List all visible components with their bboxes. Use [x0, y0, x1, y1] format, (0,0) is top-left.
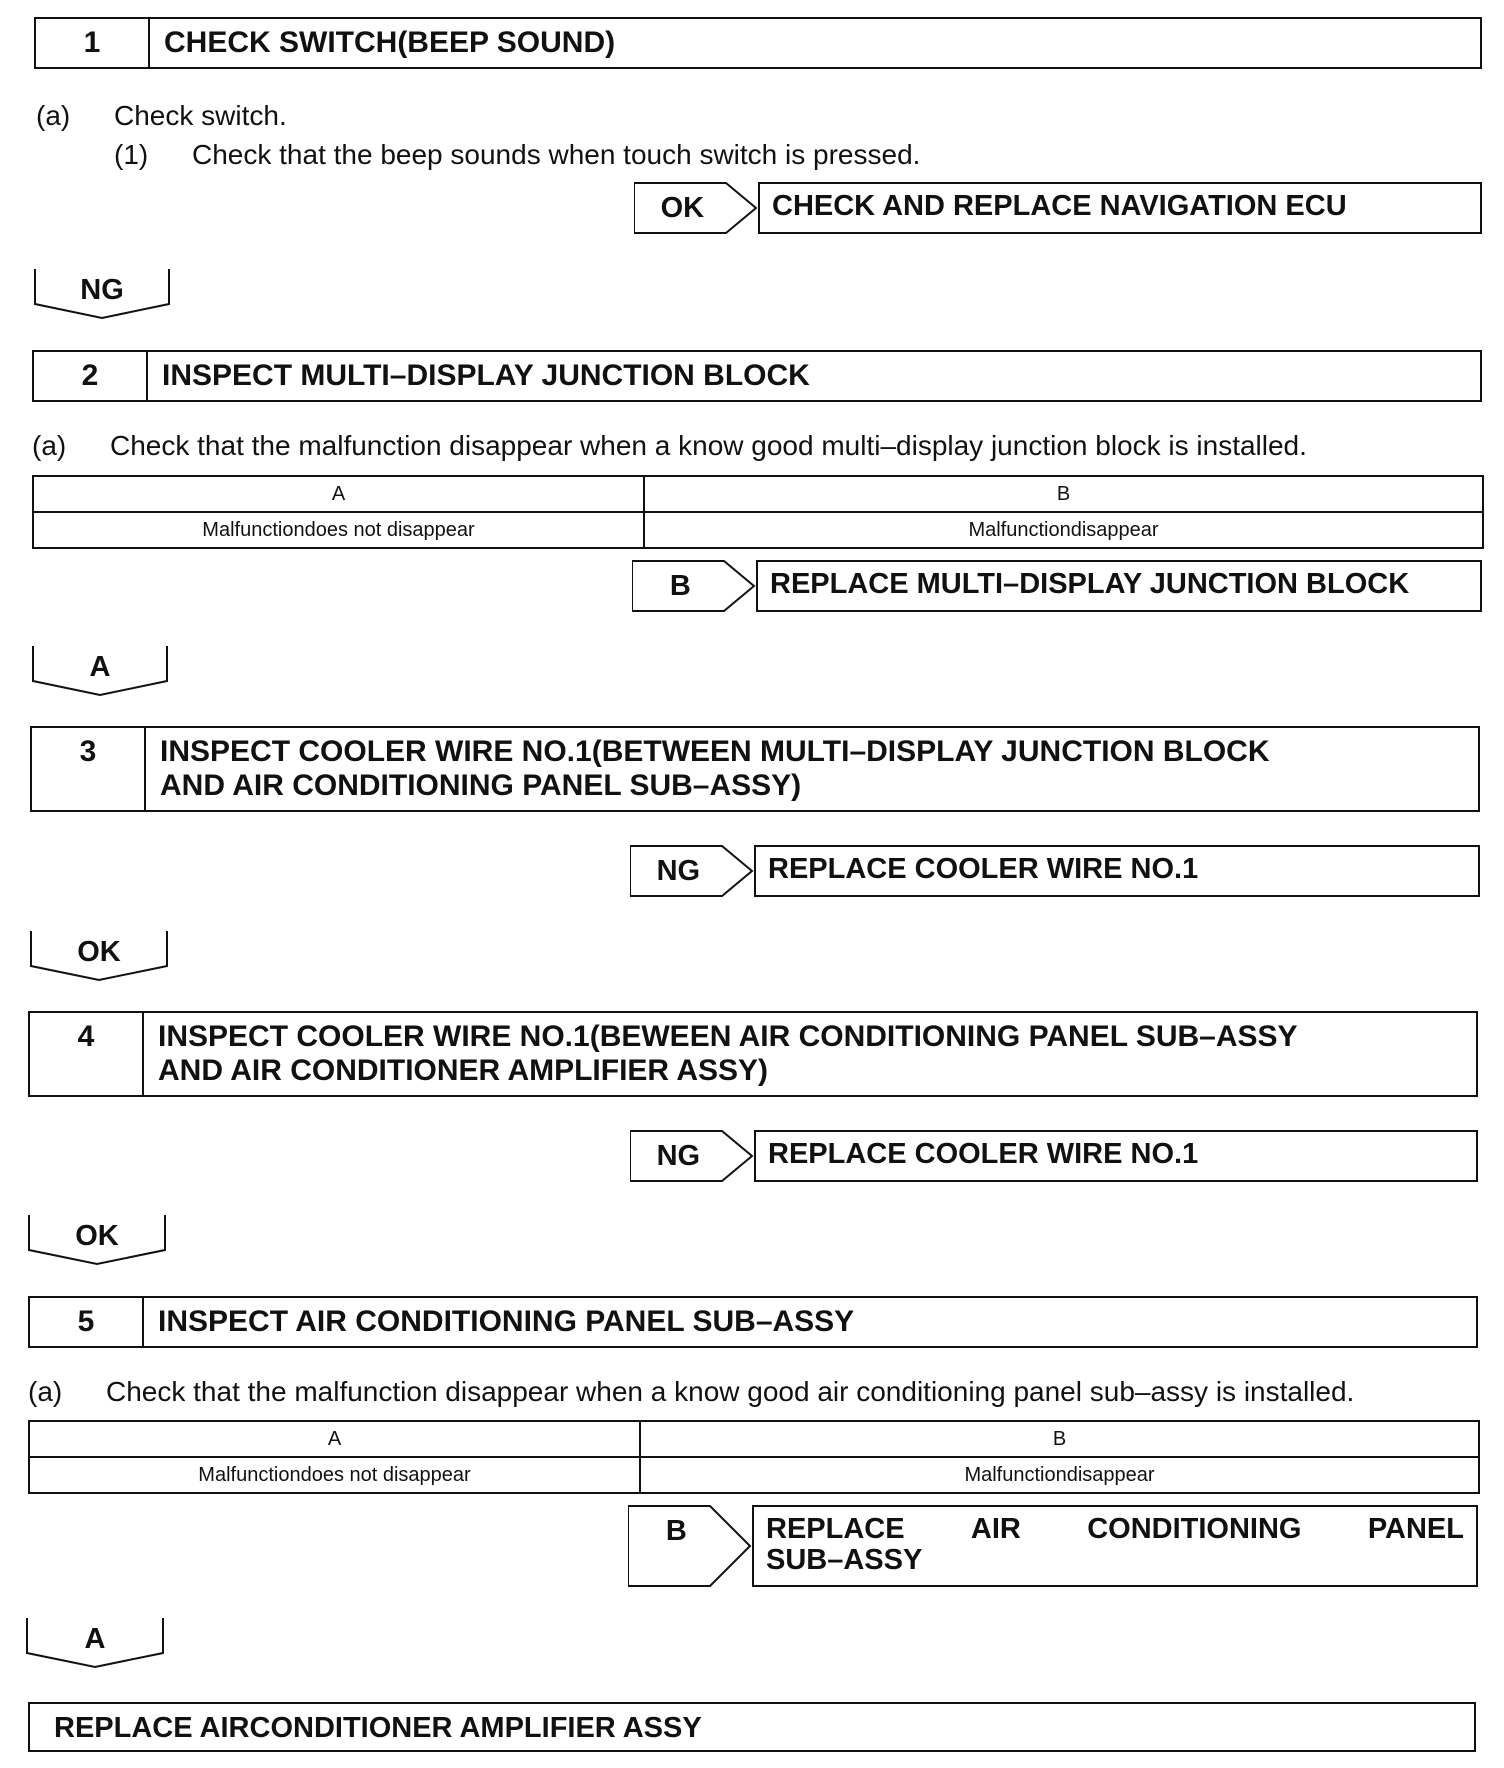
step-2-result-table — [32, 475, 1484, 549]
branch-action-line: SUB–ASSY — [766, 1544, 923, 1576]
branch-action-word: CONDITIONING — [1087, 1513, 1302, 1545]
branch-arrow-tag — [632, 560, 756, 612]
branch-ng-step-4[interactable] — [630, 1130, 1478, 1182]
step-1-instruction — [36, 98, 287, 134]
item-label: (a) — [36, 100, 71, 131]
item-text: Check switch. — [114, 100, 287, 131]
table-header-b: B — [644, 476, 1483, 512]
branch-action-word: PANEL — [1367, 1513, 1464, 1545]
branch-action — [752, 1505, 1478, 1587]
step-5-result-table — [28, 1420, 1480, 1494]
step-1-header — [34, 17, 1482, 69]
branch-tag-label: B — [669, 569, 691, 602]
step-title — [144, 1013, 1310, 1095]
step-title-line: AND AIR CONDITIONER AMPLIFIER ASSY) — [158, 1054, 769, 1087]
flow-tag-ok-3 — [30, 930, 168, 982]
step-number: 5 — [30, 1298, 144, 1346]
step-title: INSPECT AIR CONDITIONING PANEL SUB–ASSY — [158, 1305, 855, 1338]
table-cell-a: Malfunctiondoes not disappear — [33, 512, 644, 548]
step-number: 1 — [36, 19, 150, 67]
table-header-a: A — [33, 476, 644, 512]
table-row — [33, 476, 1483, 512]
branch-action-word: AIR — [970, 1513, 1021, 1545]
flow-tag-a-5 — [26, 1617, 164, 1669]
item-label: (a) — [28, 1376, 63, 1407]
flow-tag-ok-4 — [28, 1214, 166, 1266]
item-label: (1) — [114, 139, 149, 170]
table-row — [33, 512, 1483, 548]
step-number: 3 — [32, 728, 146, 810]
step-3-header — [30, 726, 1480, 812]
branch-tag-label: NG — [656, 854, 701, 887]
branch-b-step-2[interactable] — [632, 560, 1482, 612]
step-1-sub-instruction — [114, 137, 920, 173]
item-label: (a) — [32, 430, 67, 461]
step-4-header — [28, 1011, 1478, 1097]
step-title-line: INSPECT COOLER WIRE NO.1(BEWEEN AIR CONDITIONING PANEL SUB–ASSY — [158, 1020, 1298, 1053]
flow-tag-label: OK — [77, 936, 121, 968]
branch-action: REPLACE MULTI–DISPLAY JUNCTION BLOCK — [756, 560, 1482, 612]
step-number: 4 — [30, 1013, 144, 1095]
branch-b-step-5[interactable] — [628, 1505, 1478, 1587]
step-title: INSPECT MULTI–DISPLAY JUNCTION BLOCK — [162, 359, 810, 392]
table-cell-b: Malfunctiondisappear — [644, 512, 1483, 548]
branch-ng-step-3[interactable] — [630, 845, 1480, 897]
step-5-instruction — [28, 1374, 1354, 1410]
branch-ok-step-1[interactable] — [634, 182, 1482, 234]
item-text: Check that the malfunction disappear when a know good air conditioning panel sub–assy is installed. — [106, 1376, 1355, 1407]
table-header-a: A — [29, 1421, 640, 1457]
branch-arrow-tag — [628, 1505, 752, 1587]
item-text: Check that the beep sounds when touch switch is pressed. — [192, 139, 921, 170]
step-title-line: INSPECT COOLER WIRE NO.1(BETWEEN MULTI–DISPLAY JUNCTION BLOCK — [160, 735, 1270, 768]
branch-tag-label: B — [665, 1515, 687, 1547]
flow-tag-label: A — [84, 1623, 106, 1655]
branch-arrow-tag — [634, 182, 758, 234]
branch-action: REPLACE COOLER WIRE NO.1 — [754, 845, 1480, 897]
step-title — [146, 728, 1282, 810]
final-action-box: REPLACE AIRCONDITIONER AMPLIFIER ASSY — [28, 1702, 1476, 1752]
branch-action: CHECK AND REPLACE NAVIGATION ECU — [758, 182, 1482, 234]
branch-arrow-tag — [630, 1130, 754, 1182]
item-text: Check that the malfunction disappear when a know good multi–display junction block is installed. — [110, 430, 1307, 461]
table-cell-b: Malfunctiondisappear — [640, 1457, 1479, 1493]
step-title: CHECK SWITCH(BEEP SOUND) — [164, 26, 616, 59]
branch-arrow-tag — [630, 845, 754, 897]
step-number: 2 — [34, 352, 148, 400]
table-row — [29, 1421, 1479, 1457]
branch-tag-label: OK — [660, 191, 705, 224]
step-2-header — [32, 350, 1482, 402]
branch-action-line — [766, 1514, 1464, 1545]
step-5-header — [28, 1296, 1478, 1348]
flow-tag-label: OK — [75, 1220, 119, 1252]
step-title-line: AND AIR CONDITIONING PANEL SUB–ASSY) — [160, 769, 802, 802]
table-cell-a: Malfunctiondoes not disappear — [29, 1457, 640, 1493]
branch-action-word: REPLACE — [766, 1513, 905, 1545]
table-header-b: B — [640, 1421, 1479, 1457]
flow-tag-ng-1 — [34, 268, 170, 320]
flow-tag-label: A — [89, 651, 111, 683]
branch-action: REPLACE COOLER WIRE NO.1 — [754, 1130, 1478, 1182]
branch-tag-label: NG — [656, 1139, 701, 1172]
flow-tag-a-2 — [32, 645, 168, 697]
step-2-instruction — [32, 428, 1307, 464]
flow-tag-label: NG — [80, 274, 124, 306]
table-row — [29, 1457, 1479, 1493]
